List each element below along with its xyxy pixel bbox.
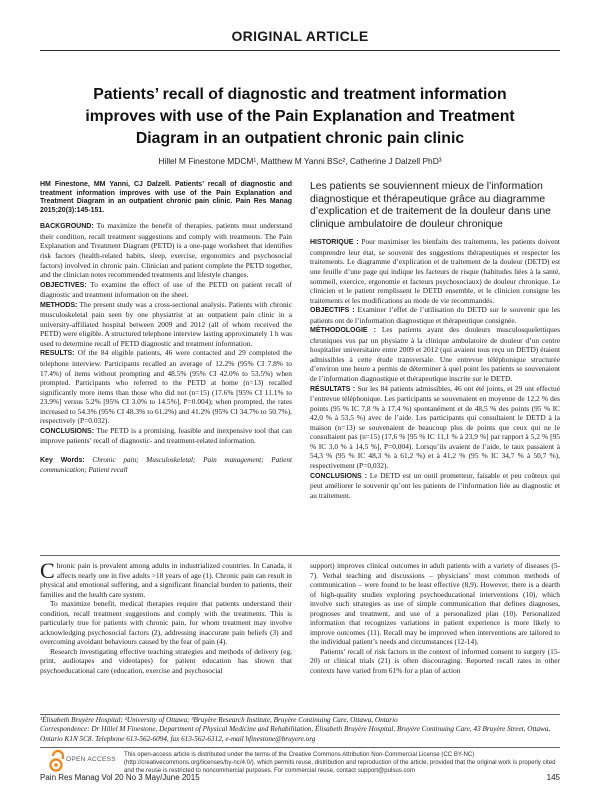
objectifs-label: OBJECTIFS : [310,307,355,315]
journal-citation-footer: Pain Res Manag Vol 20 No 3 May/June 2015 [40,773,200,782]
section-label: ORIGINAL ARTICLE [231,28,369,44]
methodologie-text: Les patients ayant des douleurs musculosquelettiques chroniques vus par un physiatre à la clinique ambulatoire de douleur d’un centre hospitalier universitaire entre 2009 et 2012 (qui avaient tous reçu un DETD) étaient admissibles à cette étude transversale. Une entrevue téléphonique structurée d’environ une heure a permis de déterminer à quel point les patients se souvenaient de l’information diagnostique et thérapeutique inscrite sur le DETD. [310,325,560,384]
section-divider [40,555,560,556]
page-number: 145 [546,773,560,782]
header-rule [40,50,560,51]
objectifs-text: Examiner l’effet de l’utilisation du DETD sur le souvenir que les patients ont de l’information diagnostique et thérapeutique consignée. [310,305,560,325]
body-column-left [40,558,292,676]
conclusions-label: CONCLUSIONS: [40,427,95,435]
open-access-rule [40,747,560,749]
body-column-right [310,561,560,676]
body-paragraph-1: hronic pain is prevalent among adults in industrialized countries. In Canada, it affects nearly one in five adults >18 years of age (1). Chronic pain can result in physical and emotional suffering, and a significant financial burden to patients, their families and the health care system. [40,561,292,599]
methods-label: METHODS: [40,301,78,309]
drop-cap: C [40,558,55,583]
historique-label: HISTORIQUE : [310,239,359,247]
open-access-license-text: This open-access article is distributed under the terms of the Creative Commons Attribution Non-Commercial License (CC BY-NC) (http://creativecommons.org/licenses/by-nc/4.0/), which permits reuse, distribution and reproduction of the article, provided that the original work is properly cited and the reuse is restricted to noncommercial purposes. For commercial reuse, contact support@pulsus.com [124,751,556,774]
citation: HM Finestone, MM Yanni, CJ Dalzell. Patients’ recall of diagnostic and treatment information improves with use of the Pain Explanation and Treatment Diagram in an outpatient chronic pain clinic. Pain Res Manag 2015;20(3):145-151. [40,181,292,214]
background-text: To maximize the benefit of therapies, patients must understand their condition, recall treatment suggestions and comply with treatments. The Pain Explanation and Treatment Diagram (PETD) is a one-page worksheet that identifies risk factors (health-related habits, sleep, exercise, ergonomics and psychosocial factors) involved in chronic pain. Clinician and patient complete the PETD together, and the clinician notes recommended treatments and lifestyle changes. [40,221,292,280]
resultats-text: Sur les 84 patients admissibles, 46 ont été joints, et 29 ont effectué l’entrevue téléphonique. Les participants se souvenaient en moyenne de 12,2 % des points (95 % IC 7,8 % à 17,4 %) spontanément et de 48,5 % des points (95 % IC 42,0 % à 53,5 %) avec de l’aide. Les participants qui consultaient le DETD à la maison (n=13) se souvenaient de beaucoup plus de points que ceux qui ne le consultaient pas (n=15) (17,6 % [95 % IC 11,1 % à 23,9 %] par rapport à 5,2 % [95 % IC 3,0 % à 14,5 %], P=0,004). Lorsqu’ils avaient de l’aide, le taux passaient à 54,3 % (95 % IC 48,3 % à 61,2 %) et à 41,2 % (95 % IC 34,7 % à 50,7 %), respectivement (P=0,032). [310,383,560,470]
french-title: Les patients se souviennent mieux de l’information diagnostique et thérapeutique grâce au diagramme d’explication et de traitement de la douleur dans une clinique ambulatoire de douleur chronique [310,181,551,230]
open-access-logo [44,750,116,772]
background-label: BACKGROUND: [40,223,94,231]
conclusions-fr-text: Le DETD est un outil prometteur, faisable et peu coûteux qui peut améliorer le souvenir qu’ont les patients de l’information liée au diagnostic et au traitement. [310,470,560,500]
conclusions-fr-label: CONCLUSIONS : [310,472,367,480]
body-paragraph-5: Patients’ recall of risk factors in the context of informed consent to surgery (15-20) or clinical trials (21) is often discouraging. Reported recall rates in other contexts have varied from 61% for a plan of action [310,646,560,676]
results-label: RESULTS: [40,350,75,358]
historique-text: Pour maximiser les bienfaits des traitements, les patients doivent comprendre leur état, se souvenir des suggestions thérapeutiques et respecter les traitements. Le diagramme d’explication et de traitement de la douleur (DETD) est une feuille d’une page qui indique les facteurs de risque (habitudes liées à la santé, sommeil, exercice, ergonomie et facteurs psychosociaux) de douleur chronique. Le clinicien et le patient remplissent le DETD ensemble, et le clinicien consigne les traitements et les modifications au mode de vie recommandés. [310,237,560,305]
keywords-text: Chronic pain; Musculoskeletal; Pain management; Patient communication; Patient recall [40,455,292,474]
body-paragraph-4: support) improves clinical outcomes in adult patients with a variety of diseases (5-7). Verbal teaching and discussions – physicians’ most common methods of communication – were found to be least effective (8,9). However, there is a dearth of high-quality studies exploring psychoeducational interventions (10), which involve such strategies as use of simple communication that defines diagnoses, prognoses and treatment, and use of a personalized plan (10). Personalized information that recognizes variations in patient experience is more likely to improve outcomes (11). Recall may be improved when interventions are tailored to the individual patient’s needs and circumstances (12-14). [310,561,560,647]
objectives-label: OBJECTIVES: [40,281,87,289]
methodologie-label: MÉTHODOLOGIE : [310,327,376,335]
body-paragraph-3: Research investigating effective teaching strategies and methods of delivery (eg, print, audiotapes and videotapes) for patient education has shown that psychoeducational care (education, exercise and psychosocial [40,646,292,676]
objectives-text: To examine the effect of use of the PETD on patient recall of diagnostic and treatment information on the sheet. [40,279,292,300]
resultats-label: RÉSULTATS : [310,385,356,393]
open-access-label: OPEN ACCESS [66,756,116,763]
abstract-english [40,181,292,481]
conclusions-text: The PETD is a promising, feasible and inexpensive tool that can improve patients’ recall of diagnostic- and treatment-related information. [40,425,292,446]
footnotes [40,716,560,744]
footnote-rule [40,714,560,715]
correspondence: Correspondence: Dr Hillel M Finestone, Department of Physical Medicine and Rehabilitation, Élisabeth Bruyère Hospital, Bruyère Continuing Care, 43 Bruyère Street, Ottawa, Ontario K1N 5C8. Telephone 613-562-6094, fax 613-562-6312, e-mail hfinestone@bruyere.org [40,725,551,743]
results-text: Of the 84 eligible patients, 46 were contacted and 29 completed the telephone interview. Participants recalled an average of 12.2% (95% CI 7.8% to 17.4%) of items without prompting and 48.5% (95% CI 42.0% to 53.5%) when prompted. Participants who referred to the PETD at home (n=13) recalled significantly more items than those who did not (n=15) (17.6% [95% CI 11.1% to 23.9%] versus 5.2% [95% CI 3.0% to 14.5%], P=0.004); when prompted, the rates increased to 54.3% (95% CI 48.3% to 61.2%) and 41.2% (95% CI 34.7% to 50.7%), respectively (P=0.032). [40,348,292,426]
methods-text: The present study was a cross-sectional analysis. Patients with chronic musculoskeletal pain seen by one physiatrist at an outpatient pain clinic in a university-affiliated hospital between 2009 and 2012 (all of whom received the PETD) were eligible. A structured telephone interview lasting approximately 1 h was used to determine recall of PETD diagnostic and treatment information. [40,299,292,348]
author-list: Hillel M Finestone MDCM¹, Matthew M Yanni BSc², Catherine J Dalzell PhD³ [158,156,442,166]
body-paragraph-2: To maximize benefit, medical therapies require that patients understand their condition, recall treatment suggestions and comply with the treatments. This is particularly true for patients with chronic pain, for whom treatment may involve acknowledging psychosocial factors (2), addressing inaccurate pain beliefs (3) and overcoming avoidant behaviours caused by the fear of pain (4). [40,599,292,647]
article-title: Patients’ recall of diagnostic and treatment information improves with use of the Pain Explanation and Treatment Diagram in an outpatient chronic pain clinic [85,86,515,147]
affiliations: ¹Élisabeth Bruyère Hospital; ²University of Ottawa; ³Bruyère Research Institute, Bruyère Continuing Care, Ottawa, Ontario [40,716,398,724]
abstract-french [310,181,560,500]
keywords-label: Key Words: [40,456,85,464]
